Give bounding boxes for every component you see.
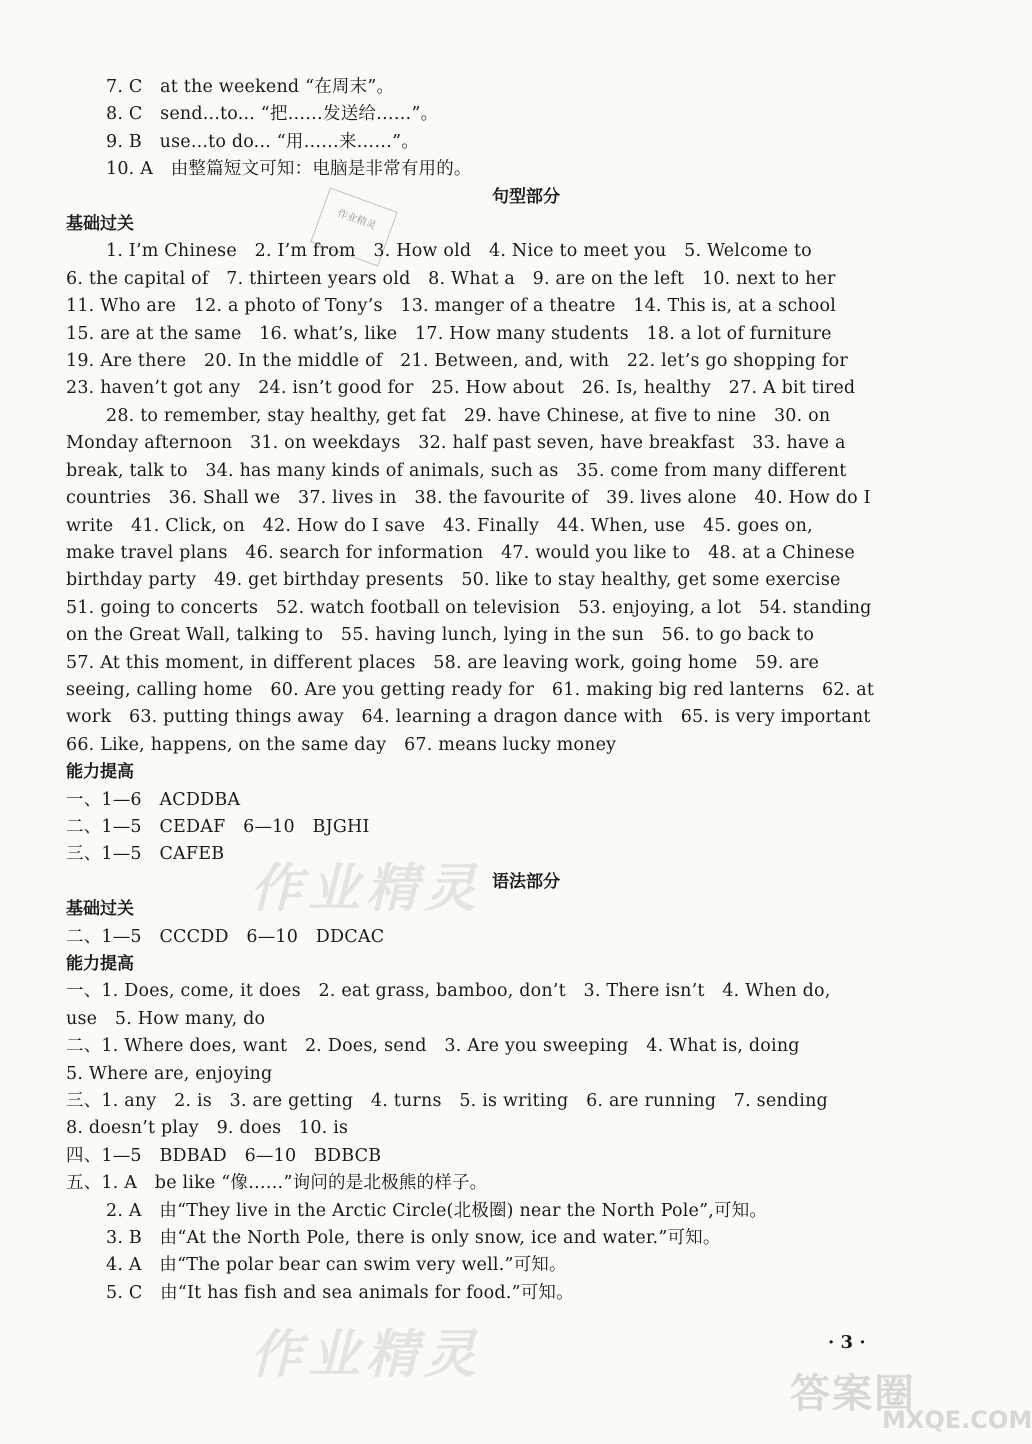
answer-line: 一、1—6 ACDDBA xyxy=(66,789,241,810)
answer-line: 28. to remember, stay healthy, get fat 29. have Chinese, at five to nine 30. on xyxy=(106,405,831,426)
section-title-sentence: 句型部分 xyxy=(492,186,560,207)
answer-line: 19. Are there 20. In the middle of 21. Between, and, with 22. let’s go shopping for xyxy=(66,351,848,372)
answer-line: 三、1—5 CAFEB xyxy=(66,844,225,865)
answer-line: on the Great Wall, talking to 55. having lunch, lying in the sun 56. to go back to xyxy=(66,625,815,646)
answer-line: work 63. putting things away 64. learning a dragon dance with 65. is very important xyxy=(66,707,871,728)
answer-line: break, talk to 34. has many kinds of animals, such as 35. come from many different xyxy=(66,460,847,481)
answer-line: 5. Where are, enjoying xyxy=(66,1063,273,1084)
subheading-advanced: 能力提高 xyxy=(66,954,134,974)
answer-line: 57. At this moment, in different places 58. are leaving work, going home 59. are xyxy=(66,652,820,673)
subheading-advanced: 能力提高 xyxy=(66,762,134,783)
answer-line: 11. Who are 12. a photo of Tony’s 13. manger of a theatre 14. This is, at a school xyxy=(66,296,836,317)
page-number: · 3 · xyxy=(828,1332,866,1353)
answer-line: 9. B use...to do... “用……来……”。 xyxy=(106,131,419,152)
answer-line: 8. C send...to... “把……发送给……”。 xyxy=(106,104,439,125)
corner-logo-title: 答案圈 xyxy=(790,1371,916,1417)
corner-logo xyxy=(790,1362,1032,1438)
answer-line: 6. the capital of 7. thirteen years old 8. What a 9. are on the left 10. next to her xyxy=(66,268,836,289)
answer-line: 五、1. A be like “像……”询问的是北极熊的样子。 xyxy=(66,1173,488,1194)
answer-line: use 5. How many, do xyxy=(66,1008,266,1029)
answer-line: 23. haven’t got any 24. isn’t good for 25. How about 26. Is, healthy 27. A bit tired xyxy=(66,378,856,399)
answer-line: birthday party 49. get birthday presents 50. like to stay healthy, get some exercise xyxy=(66,570,841,591)
answer-page xyxy=(66,74,896,1307)
answer-line: 2. A 由“They live in the Arctic Circle(北极圈) near the North Pole”,可知。 xyxy=(106,1200,768,1221)
subheading-basic: 基础过关 xyxy=(66,214,134,235)
answer-line: 7. C at the weekend “在周末”。 xyxy=(106,77,395,97)
subheading-basic: 基础过关 xyxy=(66,899,134,920)
corner-logo-url: MXQE.COM xyxy=(882,1406,1032,1434)
answer-line: 二、1. Where does, want 2. Does, send 3. Are you sweeping 4. What is, doing xyxy=(66,1036,800,1057)
answer-line: 三、1. any 2. is 3. are getting 4. turns 5. is writing 6. are running 7. sending xyxy=(66,1091,828,1112)
answer-line: 1. I’m Chinese 2. I’m from 3. How old 4. Nice to meet you 5. Welcome to xyxy=(106,241,812,262)
answer-line: 51. going to concerts 52. watch football on television 53. enjoying, a lot 54. standing xyxy=(66,597,872,618)
answer-line: 66. Like, happens, on the same day 67. means lucky money xyxy=(66,734,617,755)
answer-line: make travel plans 46. search for information 47. would you like to 48. at a Chinese xyxy=(66,542,855,563)
answer-line: Monday afternoon 31. on weekdays 32. half past seven, have breakfast 33. have a xyxy=(66,433,846,454)
answer-line: seeing, calling home 60. Are you getting ready for 61. making big red lanterns 62. at xyxy=(66,679,875,700)
answer-line: 四、1—5 BDBAD 6—10 BDBCB xyxy=(66,1145,382,1166)
stamp-text: 作业精灵 xyxy=(335,207,378,232)
answer-line: 8. doesn’t play 9. does 10. is xyxy=(66,1118,349,1139)
answer-line: 3. B 由“At the North Pole, there is only snow, ice and water.”可知。 xyxy=(106,1228,721,1249)
answer-line: 二、1—5 CEDAF 6—10 BJGHI xyxy=(66,816,370,837)
answer-line: 5. C 由“It has fish and sea animals for food.”可知。 xyxy=(106,1282,574,1303)
watermark-bottom: 作业精灵 xyxy=(250,1325,483,1385)
section-title-grammar: 语法部分 xyxy=(492,871,560,892)
answer-line: countries 36. Shall we 37. lives in 38. the favourite of 39. lives alone 40. How do I xyxy=(66,488,871,509)
watermark-mid: 作业精灵 xyxy=(250,859,483,919)
answer-line: 二、1—5 CCCDD 6—10 DDCAC xyxy=(66,926,385,947)
answer-line: write 41. Click, on 42. How do I save 43. Finally 44. When, use 45. goes on, xyxy=(66,515,813,536)
answer-line: 15. are at the same 16. what’s, like 17. How many students 18. a lot of furniture xyxy=(66,323,832,344)
answer-line: 10. A 由整篇短文可知：电脑是非常有用的。 xyxy=(106,159,472,180)
answer-line: 一、1. Does, come, it does 2. eat grass, bamboo, don’t 3. There isn’t 4. When do, xyxy=(66,981,831,1002)
answer-line: 4. A 由“The polar bear can swim very well.”可知。 xyxy=(106,1255,567,1276)
